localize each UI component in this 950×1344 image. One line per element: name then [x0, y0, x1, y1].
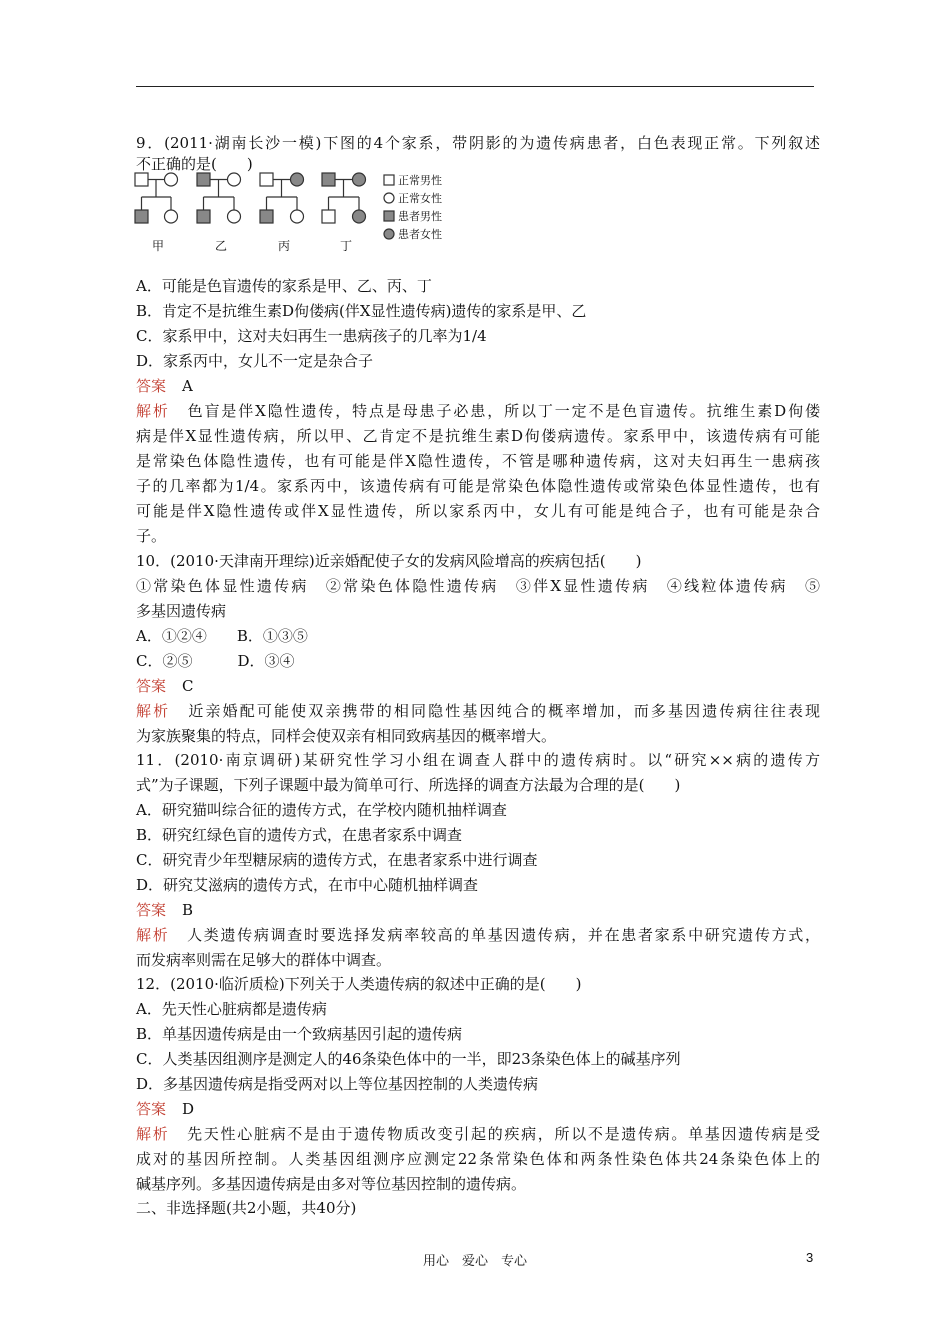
yi-mother: [228, 173, 241, 186]
q11-option-b: B．研究红绿色盲的遗传方式，在患者家系中调查: [136, 826, 463, 844]
analysis-text: 人类遗传病调查时要选择发病率较高的单基因遗传病，并在患者家系中研究遗传方式，: [185, 926, 820, 944]
analysis-label: 解析: [136, 1125, 170, 1143]
q11-analysis-line2: 而发病率则需在足够大的群体中调查。: [136, 951, 392, 969]
ding-daughter: [353, 210, 366, 223]
q12-answer: [136, 1099, 820, 1119]
legend-normal-male-icon: [384, 175, 394, 185]
family-label-jia: 甲: [151, 239, 165, 253]
answer-value: B: [182, 901, 194, 919]
q9-option-d: D．家系丙中，女儿不一定是杂合子: [136, 352, 374, 370]
yi-father: [197, 173, 210, 186]
q12-analysis-line1: [136, 1124, 820, 1144]
bing-daughter: [291, 210, 304, 223]
header-rule: [136, 86, 814, 87]
answer-value: A: [182, 377, 193, 395]
answer-value: C: [182, 677, 194, 695]
q12-option-b: B．单基因遗传病是由一个致病基因引起的遗传病: [136, 1025, 463, 1043]
pedigree-figure: [134, 168, 464, 260]
answer-value: D: [182, 1100, 195, 1118]
answer-label: 答案: [136, 677, 167, 695]
q11-option-a: A．研究猫叫综合征的遗传方式，在学校内随机抽样调查: [136, 801, 507, 819]
family-label-yi: 乙: [214, 239, 228, 253]
q10-options-line1: A．①②④ B．①③⑤: [136, 627, 308, 645]
q10-analysis-line2: 为家族聚集的特点，同样会使双亲有相同致病基因的概率增大。: [136, 727, 557, 745]
q9-option-b: B．肯定不是抗维生素D佝偻病(伴X显性遗传病)遗传的家系是甲、乙: [136, 302, 587, 320]
q9-option-c: C．家系甲中，这对夫妇再生一患病孩子的几率为1/4: [136, 327, 487, 345]
bing-mother: [291, 173, 304, 186]
q10-items-line1: ①常染色体显性遗传病 ②常染色体隐性遗传病 ③伴X显性遗传病 ④线粒体遗传病 ⑤: [136, 577, 820, 595]
q11-stem-line1: 11．(2010·南京调研)某研究性学习小组在调查人群中的遗传病时。以“研究××病的遗传方: [136, 751, 820, 769]
q11-option-c: C．研究青少年型糖尿病的遗传方式，在患者家系中进行调查: [136, 851, 538, 869]
q9-stem-line2: 不正确的是( ): [136, 155, 253, 173]
legend-affected-female: 患者女性: [398, 228, 442, 241]
analysis-label: 解析: [136, 402, 170, 420]
bing-father: [260, 173, 273, 186]
q9-answer: [136, 376, 820, 396]
q9-analysis-line3: 是常染色体隐性遗传，也有可能是伴X隐性遗传，不管是哪种遗传病，这对夫妇再生一患病孩: [136, 452, 820, 470]
q12-analysis-line2: 成对的基因所控制。人类基因组测序应测定22条常染色体和两条性染色体共24条染色体上的: [136, 1150, 820, 1168]
answer-label: 答案: [136, 901, 167, 919]
q9-analysis-line2: 病是伴X显性遗传病，所以甲、乙肯定不是抗维生素D佝偻病遗传。家系甲中，该遗传病有可能: [136, 427, 820, 445]
family-label-ding: 丁: [339, 239, 353, 253]
q10-answer: [136, 676, 820, 696]
q10-analysis-line1: [136, 701, 820, 721]
section-heading: 二、非选择题(共2小题，共40分): [136, 1199, 357, 1217]
q12-analysis-line3: 碱基序列。多基因遗传病是由多对等位基因控制的遗传病。: [136, 1175, 527, 1193]
analysis-text: 近亲婚配可能使双亲携带的相同隐性基因纯合的概率增加，而多基因遗传病往往表现: [186, 702, 820, 720]
answer-label: 答案: [136, 377, 167, 395]
legend-normal-female: 正常女性: [398, 192, 442, 205]
q9-analysis-line6: 子。: [136, 527, 167, 545]
bing-son: [260, 210, 273, 223]
jia-mother: [165, 173, 178, 186]
q12-option-d: D．多基因遗传病是指受两对以上等位基因控制的人类遗传病: [136, 1075, 539, 1093]
family-label-bing: 丙: [277, 239, 291, 253]
answer-label: 答案: [136, 1100, 167, 1118]
analysis-text: 色盲是伴X隐性遗传，特点是母患子必患，所以丁一定不是色盲遗传。抗维生素D佝偻: [185, 402, 820, 420]
analysis-label: 解析: [136, 702, 171, 720]
q10-items-line2: 多基因遗传病: [136, 602, 227, 620]
q11-analysis-line1: [136, 925, 820, 945]
footer-text: 用心 爱心 专心: [422, 1254, 527, 1269]
yi-son: [197, 210, 210, 223]
q9-stem-line1: 9．(2011·湖南长沙一模)下图的4个家系，带阴影的为遗传病患者，白色表现正常。下列叙述: [136, 134, 820, 152]
legend-affected-male: 患者男性: [398, 210, 442, 223]
legend-affected-female-icon: [384, 229, 394, 239]
legend-affected-male-icon: [384, 211, 394, 221]
jia-father: [135, 173, 148, 186]
ding-son: [322, 210, 335, 223]
q9-option-a: A．可能是色盲遗传的家系是甲、乙、丙、丁: [136, 277, 432, 295]
q9-analysis-line1: [136, 401, 820, 421]
analysis-text: 先天性心脏病不是由于遗传物质改变引起的疾病，所以不是遗传病。单基因遗传病是受: [185, 1125, 820, 1143]
ding-father: [322, 173, 335, 186]
jia-daughter: [165, 210, 178, 223]
yi-daughter: [228, 210, 241, 223]
q12-option-a: A．先天性心脏病都是遗传病: [136, 1000, 327, 1018]
page-number: 3: [806, 1250, 814, 1265]
q11-stem-line2: 式”为子课题，下列子课题中最为简单可行、所选择的调查方法最为合理的是( ): [136, 776, 681, 794]
jia-son: [135, 210, 148, 223]
legend-normal-male: 正常男性: [398, 174, 442, 187]
q12-stem: 12．(2010·临沂质检)下列关于人类遗传病的叙述中正确的是( ): [136, 975, 582, 993]
q9-analysis-line4: 子的几率都为1/4。家系丙中，该遗传病有可能是常染色体隐性遗传或常染色体显性遗传，也有: [136, 477, 820, 495]
q9-analysis-line5: 可能是伴X隐性遗传或伴X显性遗传，所以家系丙中，女儿有可能是纯合子，也有可能是杂合: [136, 502, 820, 520]
q10-options-line2: C．②⑤ D．③④: [136, 652, 295, 670]
legend-normal-female-icon: [384, 193, 394, 203]
q11-option-d: D．研究艾滋病的遗传方式，在市中心随机抽样调查: [136, 876, 479, 894]
analysis-label: 解析: [136, 926, 170, 944]
ding-mother: [353, 173, 366, 186]
q12-option-c: C．人类基因组测序是测定人的46条染色体中的一半，即23条染色体上的碱基序列: [136, 1050, 681, 1068]
q10-stem: 10．(2010·天津南开理综)近亲婚配使子女的发病风险增高的疾病包括( ): [136, 552, 642, 570]
q11-answer: [136, 900, 820, 920]
